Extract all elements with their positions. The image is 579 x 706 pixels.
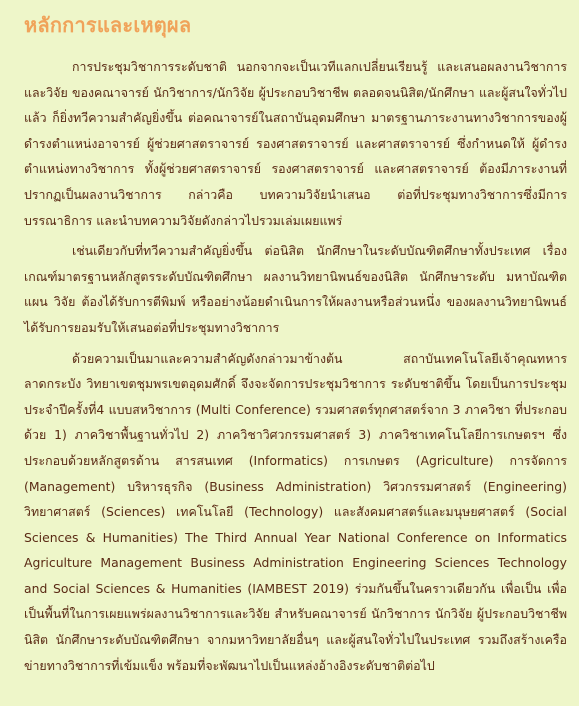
paragraph-graduate-standards: เช่นเดียวกับที่ทวีความสำคัญยิ่งขึ้น ต่อนิสิต นักศึกษาในระดับบัณฑิตศึกษาทั้งประเทศ เรื่องเกณฑ์มาตรฐานหลักสูตรระดับบัณฑิตศึกษา ผลงานวิทยานิพนธ์ของนิสิต นักศึกษาระดับ มหาบัณฑิต แผน วิจัย ต้องได้รับการตีพิมพ์ หรืออย่างน้อยดำเนินการให้ผลงานหรือส่วนหนึ่ง ของผลงานวิทยานิพนธ์ ได้รับการยอมรับให้เสนอต่อที่ประชุมทางวิชาการ: [24, 243, 567, 335]
paragraph-conference-overview: ด้วยความเป็นมาและความสำคัญดังกล่าวมาข้างต้น สถาบันเทคโนโลยีเจ้าคุณทหารลาดกระบัง วิทยาเขตชุมพรเขตอุดมศักดิ์ จึงจะจัดการประชุมวิชาการ ระดับชาติขึ้น โดยเป็นการประชุมประจำปีครั้งที่4 แบบสหวิชาการ (Multi Conference) รวมศาสตร์ทุกศาสตร์จาก 3 ภาควิชา ที่ประกอบด้วย 1) ภาควิชาพื้นฐานทั่วไป 2) ภาควิชาวิศวกรรมศาสตร์ 3) ภาควิชาเทคโนโลยีการเกษตรฯ ซึ่งประกอบด้วยหลักสูตรด้าน สารสนเทศ (Informatics) การเกษตร (Agriculture) การจัดการ (Management) บริหารธุรกิจ (Business Administration) วิศวกรรมศาสตร์ (Engineering) วิทยาศาสตร์ (Sciences) เทคโนโลยี (Technology) และสังคมศาสตร์และมนุษยศาสตร์ (Social Sciences & Humanities) The Third Annual Year National Conference on Informatics Agriculture Management Business Administration Engineering Sciences Technology and Social Sciences & Humanities (IAMBEST 2019) ร่วมกันขึ้นในคราวเดียวกัน เพื่อเป็น เพื่อเป็นพื้นที่ในการเผยแพร่ผลงานวิชาการและวิจัย สำหรับคณาจารย์ นักวิชาการ นักวิจัย ผู้ประกอบวิชาชีพ นิสิต นักศึกษาระดับบัณฑิตศึกษา จากมหาวิทยาลัยอื่นๆ และผู้สนใจทั่วไปในประเทศ รวมถึงสร้างเครือข่ายทางวิชาการที่เข้มแข็ง พร้อมที่จะพัฒนาไปเป็นแหล่งอ้างอิงระดับชาติต่อไป: [24, 350, 567, 673]
paragraph-principle: การประชุมวิชาการระดับชาติ นอกจากจะเป็นเวทีแลกเปลี่ยนเรียนรู้ และเสนอผลงานวิชาการและวิจัย ของคณาจารย์ นักวิชาการ/นักวิจัย ผู้ประกอบวิชาชีพ ตลอดจนนิสิต/นักศึกษา และผู้สนใจทั่วไปแล้ว ก็ยิ่งทวีความสำคัญยิ่งขึ้น ต่อคณาจารย์ในสถาบันอุดมศึกษา มาตรฐานภาระงานทางวิชาการของผู้ดำรงตำแหน่งอาจารย์ ผู้ช่วยศาสตราจารย์ รองศาสตราจารย์ และศาสตราจารย์ ซึ่งกำหนดให้ ผู้ดำรงตำแหน่งทางวิชาการ ทั้งผู้ช่วยศาสตราจารย์ รองศาสตราจารย์ และศาสตราจารย์ ต้องมีภาระงานที่ปรากฏเป็นผลงานวิชาการ กล่าวคือ บทความวิจัยนำเสนอ ต่อที่ประชุมทางวิชาการซึ่งมีการบรรณาธิการ และนำบทความวิจัยดังกล่าวไปรวมเล่มเผยแพร่: [24, 59, 567, 228]
section-title: หลักการและเหตุผล: [24, 13, 192, 37]
